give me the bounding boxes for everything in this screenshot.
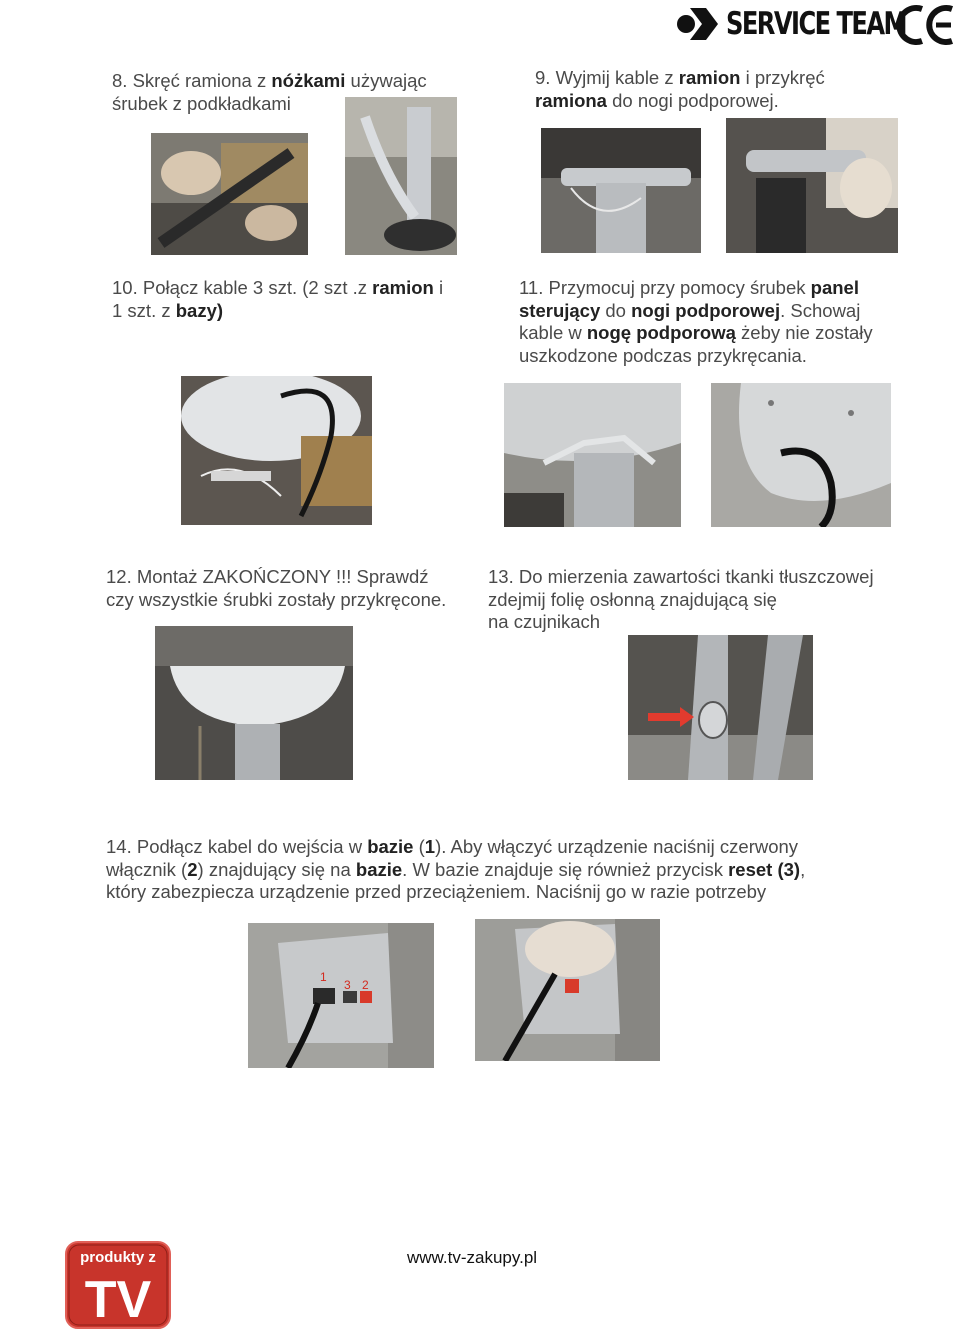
text-run: panel	[810, 277, 859, 298]
step-13-line	[488, 611, 874, 634]
label-2: 2	[362, 978, 369, 992]
step-11-line	[519, 345, 873, 368]
text-run: do nogi podporowej.	[606, 89, 779, 111]
text-run: który zabezpiecza urządzenie przed przeciążeniem. Naciśnij go w razie potrzeby	[106, 881, 767, 902]
svg-text:produkty z: produkty z	[80, 1249, 156, 1266]
text-run: 14. Podłącz kabel do wejścia w	[106, 836, 368, 857]
text-run: ramion	[678, 67, 741, 88]
text-run: ramion	[372, 277, 434, 298]
text-run: ,	[800, 858, 806, 880]
photo-step-13	[628, 635, 813, 780]
text-run: 11. Przymocuj przy pomocy śrubek	[519, 277, 811, 298]
step-8-line	[112, 70, 427, 93]
photo-step-11-b	[711, 383, 891, 527]
step-9-line	[535, 67, 825, 90]
text-run: na czujnikach	[488, 611, 601, 632]
step-11-line	[519, 300, 873, 323]
text-run: 1 szt. z	[112, 299, 176, 321]
text-run: nóżkami	[271, 70, 346, 91]
photo-step-10	[181, 376, 372, 525]
photo-step-12	[155, 626, 353, 780]
text-run: 2	[187, 858, 198, 880]
photo-step-8-a	[151, 133, 308, 255]
text-run: i	[433, 277, 444, 298]
text-run: śrubek z podkładkami	[112, 92, 291, 114]
text-run: 9. Wyjmij kable z	[535, 67, 679, 88]
produkty-z-tv-logo	[65, 1241, 171, 1329]
svg-text:CE: CE	[896, 4, 898, 5]
text-run: uszkodzone podczas przykręcania.	[519, 344, 807, 366]
text-run: . W bazie znajduje się również przycisk	[402, 858, 729, 880]
text-run: bazie	[355, 858, 403, 880]
step-14-text	[106, 836, 805, 904]
text-run: . Schowaj	[780, 299, 861, 321]
text-run: 1	[424, 836, 436, 857]
step-10-line	[112, 300, 443, 323]
step-14-line	[106, 859, 805, 882]
text-run: 12. Montaż ZAKOŃCZONY !!! Sprawdź	[106, 566, 429, 587]
text-run: sterujący	[519, 299, 601, 321]
text-run: i przykręć	[740, 67, 825, 88]
ce-mark-icon	[896, 4, 956, 46]
step-11-line	[519, 277, 873, 300]
step-12-line	[106, 566, 446, 589]
step-11-line	[519, 322, 873, 345]
step-9-text	[535, 67, 825, 112]
step-13-line	[488, 589, 874, 612]
photo-step-14-b	[475, 919, 660, 1061]
text-run: 10. Połącz kable 3 szt. (2 szt .z	[112, 277, 373, 298]
text-run: żeby nie zostały	[735, 322, 873, 343]
svg-text:TV: TV	[84, 1271, 152, 1329]
text-run: 13. Do mierzenia zawartości tkanki tłuszczowej	[488, 566, 874, 587]
step-10-line	[112, 277, 443, 300]
ce-mark	[896, 4, 956, 46]
text-run: 8. Skręć ramiona z	[112, 70, 272, 91]
label-3: 3	[344, 978, 351, 992]
text-run: ). Aby włączyć urządzenie naciśnij czerwony	[435, 836, 799, 857]
text-run: nogi podporowej	[631, 299, 781, 321]
photo-step-8-b	[345, 97, 457, 255]
tv-logo-icon	[65, 1241, 171, 1329]
label-1: 1	[320, 970, 327, 984]
photo-step-14-a	[248, 923, 434, 1068]
text-run: reset (3)	[728, 858, 801, 880]
step-13-text	[488, 566, 874, 634]
text-run: włącznik (	[106, 858, 188, 880]
photo-step-9-a	[541, 128, 701, 253]
text-run: bazy)	[175, 299, 224, 321]
text-run: do	[600, 299, 632, 321]
text-run: używając	[345, 70, 427, 91]
step-14-line	[106, 881, 805, 904]
text-run: bazie	[367, 836, 414, 857]
text-run: ) znajdujący się na	[197, 858, 356, 880]
text-run: (	[413, 836, 425, 857]
photo-step-11-a	[504, 383, 681, 527]
text-run: kable w	[519, 322, 587, 343]
text-run: nogę podporową	[586, 322, 736, 343]
step-10-text	[112, 277, 443, 322]
step-9-line	[535, 90, 825, 113]
step-12-text	[106, 566, 446, 611]
footer-url-link[interactable]: www.tv-zakupy.pl	[407, 1248, 538, 1267]
text-run: zdejmij folię osłonną znajdującą się	[488, 588, 777, 610]
step-11-text	[519, 277, 873, 367]
step-14-line	[106, 836, 805, 859]
step-13-line	[488, 566, 874, 589]
arrow-chevron-icon	[674, 6, 718, 42]
brand-text: SERVICE TEAM	[726, 6, 907, 42]
text-run: ramiona	[535, 89, 607, 111]
step-12-line	[106, 589, 446, 612]
photo-step-9-b	[726, 118, 898, 253]
text-run: czy wszystkie śrubki zostały przykręcone.	[106, 588, 447, 610]
